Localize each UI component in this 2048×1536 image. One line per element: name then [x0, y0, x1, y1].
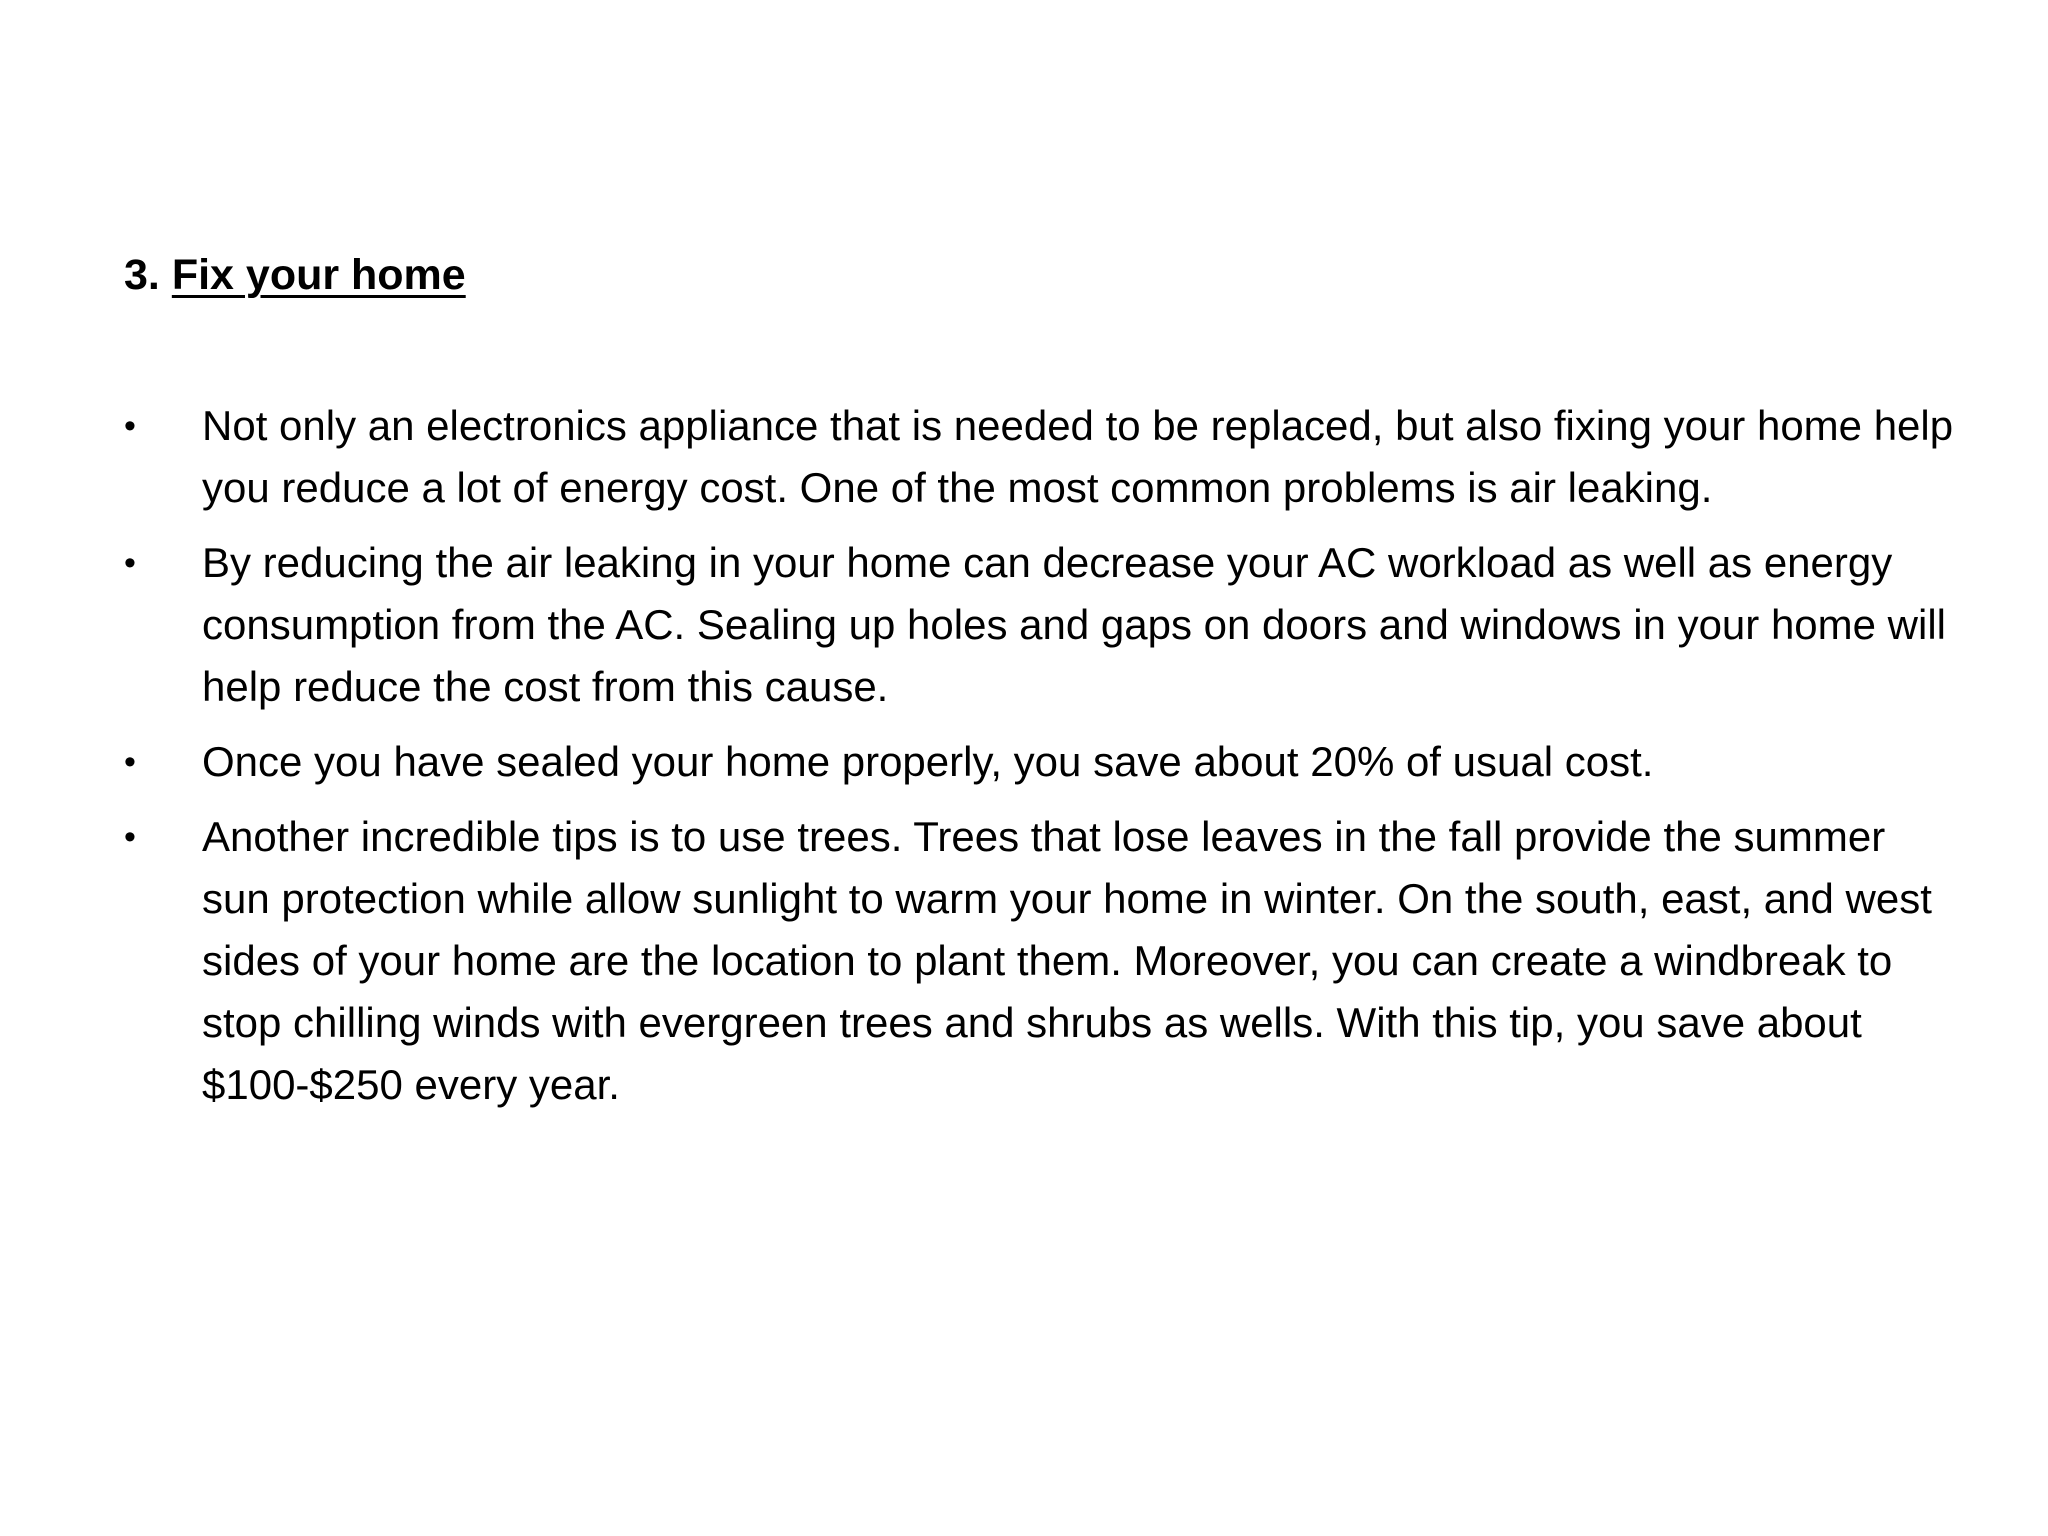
bullet-text: Once you have sealed your home properly, you save about 20% of usual cost. — [202, 738, 1654, 785]
slide-heading — [124, 244, 466, 306]
bullet-item — [124, 395, 1954, 519]
bullet-item — [124, 806, 1954, 1116]
bullet-text: Another incredible tips is to use trees. Trees that lose leaves in the fall provide the summer sun protection while allow sunlight to warm your home in winter. On the south, east, and west sides of your home are the location to plant them. Moreover, you can create a windbreak to stop chilling winds with evergreen trees and shrubs as wells. With this tip, you save about $100-$250 every year. — [202, 813, 1932, 1108]
bullet-marker: • — [124, 407, 136, 445]
bullet-text: Not only an electronics appliance that is needed to be replaced, but also fixing your home help you reduce a lot of energy cost. One of the most common problems is air leaking. — [202, 402, 1954, 511]
heading-title: Fix your home — [171, 251, 466, 299]
bullet-item — [124, 532, 1954, 718]
bullet-list — [124, 395, 1954, 1129]
bullet-item — [124, 731, 1954, 793]
heading-number: 3. — [124, 251, 160, 299]
bullet-text: By reducing the air leaking in your home can decrease your AC workload as well as energy consumption from the AC. Sealing up holes and gaps on doors and windows in your home will help reduce the cost from this cause. — [202, 539, 1947, 710]
bullet-marker: • — [124, 818, 136, 856]
bullet-marker: • — [124, 544, 136, 582]
bullet-marker: • — [124, 743, 136, 781]
